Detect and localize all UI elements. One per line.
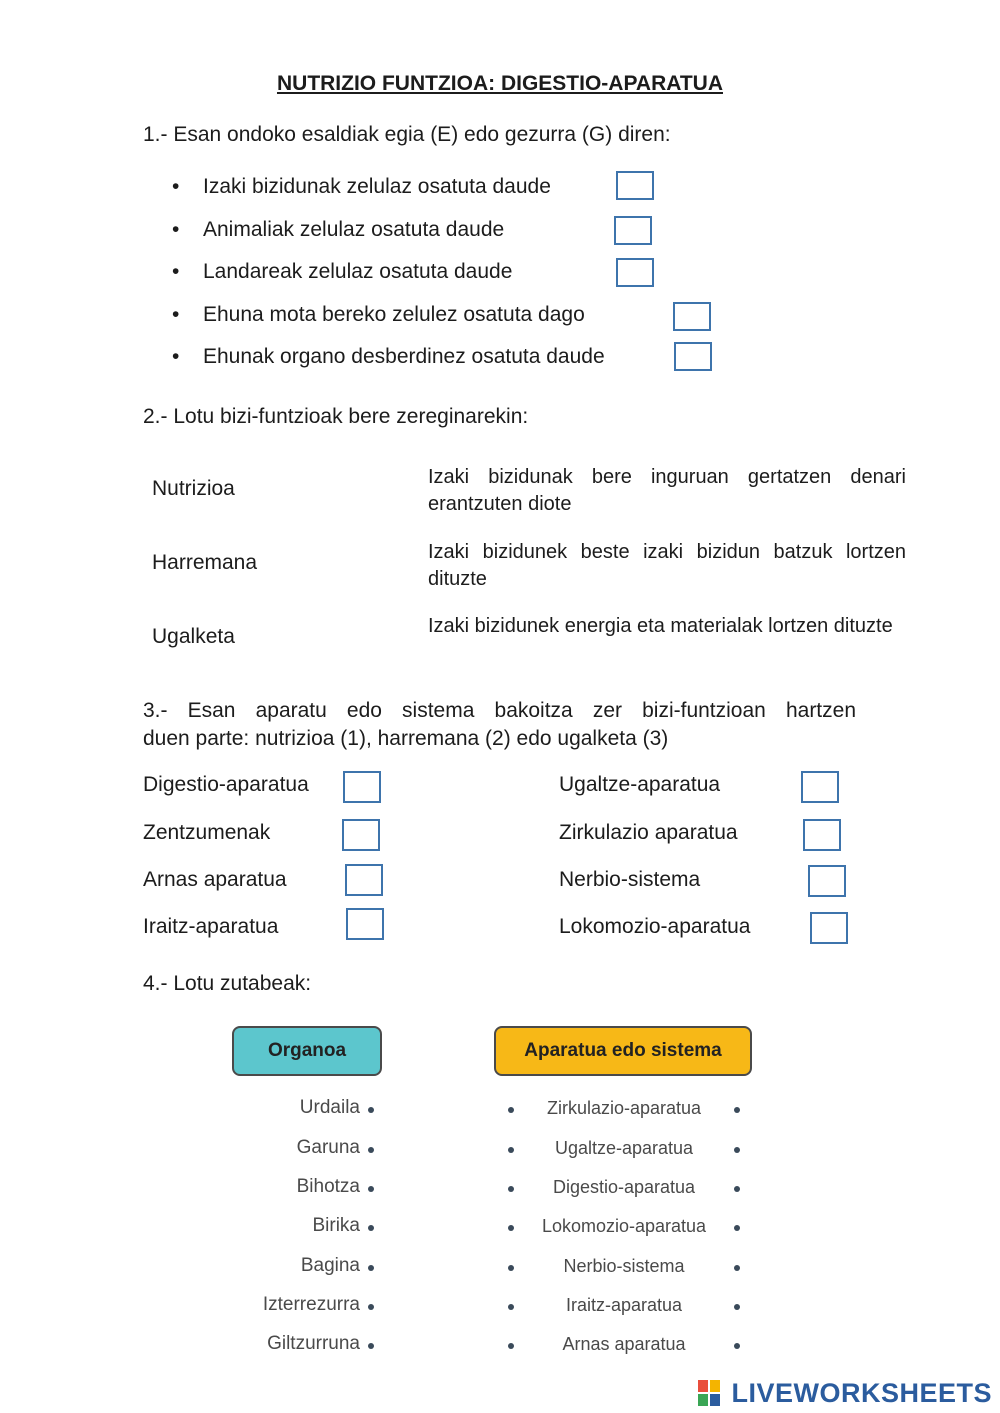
q3-left-label: Iraitz-aparatua [143, 915, 279, 938]
bullet-icon: • [172, 303, 180, 326]
q2-prompt: 2.- Lotu bizi-funtzioak bere zereginarekin: [143, 405, 529, 428]
organ-item: Giltzurruna [267, 1333, 360, 1354]
system-item: Ugaltze-aparatua [554, 1138, 694, 1158]
organ-connector-dot[interactable] [368, 1147, 374, 1153]
q3-right-label: Nerbio-sistema [559, 868, 701, 891]
q3-answer-box-zentzumenak[interactable] [342, 819, 380, 851]
system-right-connector-dot[interactable] [734, 1265, 740, 1271]
q3-answer-box-ugaltze[interactable] [801, 771, 839, 803]
organ-item: Birika [312, 1215, 360, 1236]
bullet-icon: • [172, 218, 180, 241]
q2-description[interactable]: Izaki bizidunek beste izaki bizidun batzuk lortzen dituzte [428, 541, 906, 590]
system-right-connector-dot[interactable] [734, 1186, 740, 1192]
q3-answer-box-zirkulazio[interactable] [803, 819, 841, 851]
organ-connector-dot[interactable] [368, 1225, 374, 1231]
q3-right-label: Ugaltze-aparatua [559, 773, 721, 796]
q2-description[interactable]: Izaki bizidunak bere inguruan gertatzen denari erantzuten diote [428, 466, 906, 515]
q1-item: • Ehunak organo desberdinez osatuta daude [172, 345, 605, 368]
q4-prompt: 4.- Lotu zutabeak: [143, 972, 312, 995]
q3-right-label: Lokomozio-aparatua [559, 915, 751, 938]
system-right-connector-dot[interactable] [734, 1343, 740, 1349]
system-item: Arnas aparatua [562, 1334, 686, 1354]
bullet-icon: • [172, 345, 180, 368]
q2-function[interactable]: Nutrizioa [152, 477, 235, 500]
system-left-connector-dot[interactable] [508, 1343, 514, 1349]
q2-function[interactable]: Harremana [152, 551, 258, 574]
organ-item: Urdaila [299, 1097, 360, 1118]
bullet-icon: • [172, 260, 180, 283]
q2-description[interactable]: Izaki bizidunek energia eta materialak lortzen dituzte [428, 615, 893, 637]
system-left-connector-dot[interactable] [508, 1225, 514, 1231]
system-left-connector-dot[interactable] [508, 1304, 514, 1310]
q3-prompt-line-2: duen parte: nutrizioa (1), harremana (2) edo ugalketa (3) [143, 727, 669, 750]
q3-answer-box-digestio[interactable] [343, 771, 381, 803]
system-item: Lokomozio-aparatua [541, 1216, 707, 1236]
organ-item: Izterrezurra [262, 1294, 360, 1315]
organ-connector-dot[interactable] [368, 1265, 374, 1271]
q1-answer-box-5[interactable] [674, 342, 712, 371]
system-left-connector-dot[interactable] [508, 1265, 514, 1271]
q3-answer-box-iraitz[interactable] [346, 908, 384, 940]
system-left-connector-dot[interactable] [508, 1147, 514, 1153]
system-right-connector-dot[interactable] [734, 1304, 740, 1310]
q2-function[interactable]: Ugalketa [152, 625, 235, 648]
system-left-connector-dot[interactable] [508, 1107, 514, 1113]
system-item: Iraitz-aparatua [565, 1295, 683, 1315]
page-title: NUTRIZIO FUNTZIOA: DIGESTIO-APARATUA [276, 72, 723, 95]
q1-item: • Animaliak zelulaz osatuta daude [172, 218, 505, 241]
q3-left-label: Zentzumenak [143, 821, 271, 844]
liveworksheets-logo-icon [698, 1380, 720, 1406]
q1-item: • Ehuna mota bereko zelulez osatuta dago [172, 303, 585, 326]
liveworksheets-brand: LIVEWORKSHEETS [731, 1378, 992, 1408]
q1-item: • Izaki bizidunak zelulaz osatuta daude [172, 175, 551, 198]
system-item: Zirkulazio-aparatua [546, 1098, 702, 1118]
q1-answer-box-2[interactable] [614, 216, 652, 245]
q3-answer-box-nerbio[interactable] [808, 865, 846, 897]
q1-item: • Landareak zelulaz osatuta daude [172, 260, 513, 283]
q3-left-label: Arnas aparatua [143, 868, 287, 891]
q3-left-label: Digestio-aparatua [143, 773, 309, 796]
q1-answer-box-3[interactable] [616, 258, 654, 287]
bullet-icon: • [172, 175, 180, 198]
system-column-header: Aparatua edo sistema [494, 1026, 752, 1076]
q3-answer-box-lokomozio[interactable] [810, 912, 848, 944]
q1-answer-box-4[interactable] [673, 302, 711, 331]
organ-connector-dot[interactable] [368, 1107, 374, 1113]
system-right-connector-dot[interactable] [734, 1107, 740, 1113]
q3-answer-box-arnas[interactable] [345, 864, 383, 896]
q1-answer-box-1[interactable] [616, 171, 654, 200]
system-item: Digestio-aparatua [552, 1177, 696, 1197]
system-right-connector-dot[interactable] [734, 1225, 740, 1231]
organ-column-header: Organoa [232, 1026, 382, 1076]
q3-right-label: Zirkulazio aparatua [559, 821, 738, 844]
system-right-connector-dot[interactable] [734, 1147, 740, 1153]
organ-connector-dot[interactable] [368, 1304, 374, 1310]
organ-connector-dot[interactable] [368, 1343, 374, 1349]
system-item: Nerbio-sistema [563, 1256, 685, 1276]
organ-item: Garuna [296, 1137, 360, 1158]
q3-prompt-line-1: 3.- Esan aparatu edo sistema bakoitza zer bizi-funtzioan hartzen [143, 699, 856, 722]
organ-connector-dot[interactable] [368, 1186, 374, 1192]
organ-item: Bihotza [296, 1176, 360, 1197]
organ-item: Bagina [300, 1255, 360, 1276]
q1-prompt: 1.- Esan ondoko esaldiak egia (E) edo gezurra (G) diren: [143, 123, 671, 146]
system-left-connector-dot[interactable] [508, 1186, 514, 1192]
